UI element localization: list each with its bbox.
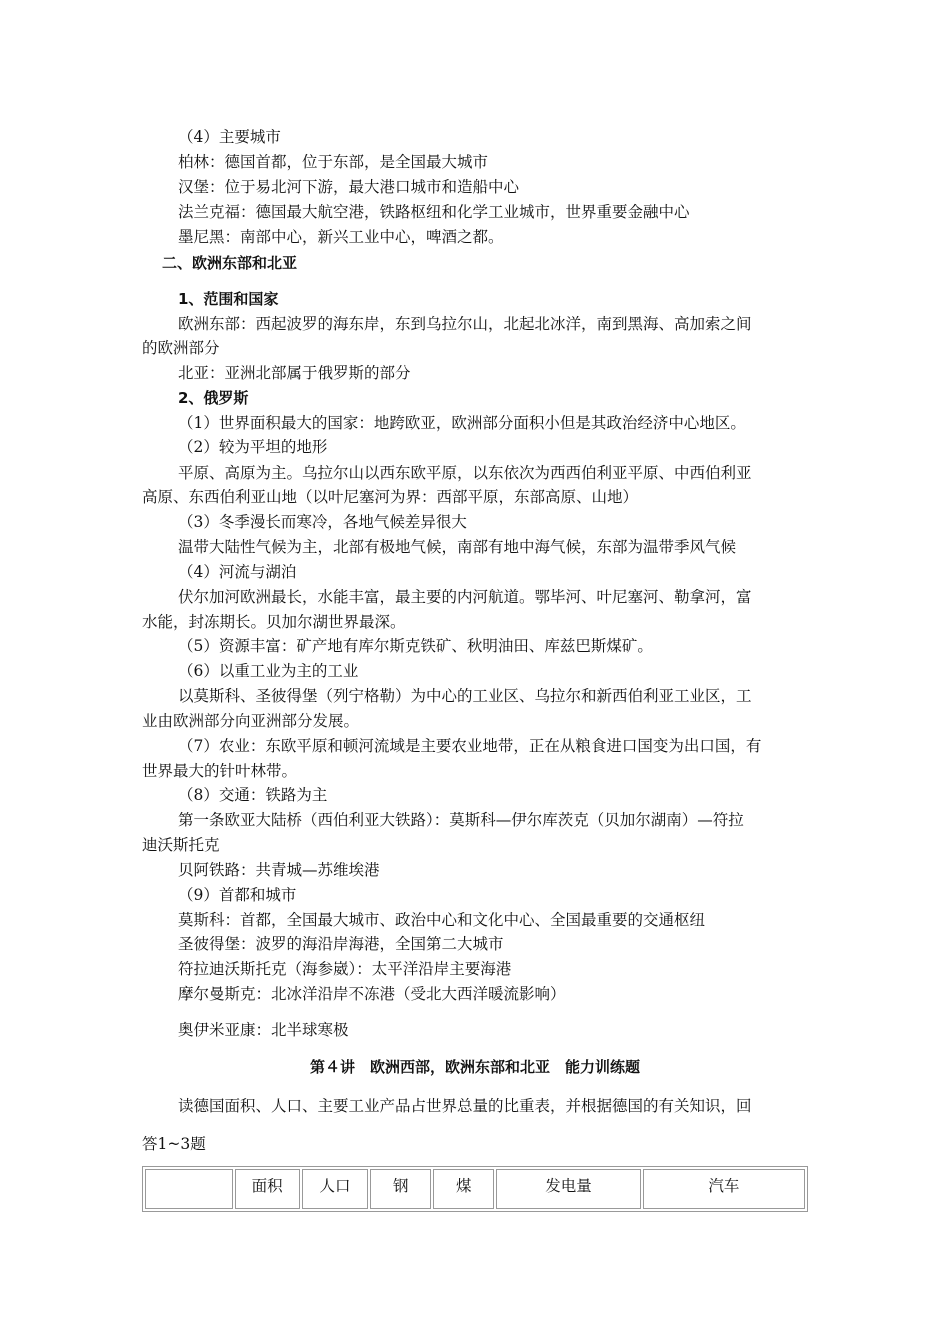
text-line: 平原、高原为主。乌拉尔山以西东欧平原，以东依次为西西伯利亚平原、中西伯利亚	[178, 464, 752, 482]
text-line: 摩尔曼斯克：北冰洋沿岸不冻港（受北大西洋暖流影响）	[178, 985, 566, 1003]
table-header-cell: 煤	[433, 1169, 494, 1209]
text-line: 墨尼黑：南部中心，新兴工业中心，啤酒之都。	[178, 228, 504, 246]
text-line: 伏尔加河欧洲最长，水能丰富，最主要的内河航道。鄂毕河、叶尼塞河、勒拿河，富	[178, 588, 752, 606]
table-header-cell: 发电量	[496, 1169, 641, 1209]
text-line: （3）冬季漫长而寒冷，各地气候差异很大	[178, 513, 467, 531]
text-line: （2）较为平坦的地形	[178, 438, 328, 456]
exercise-title: 第４讲 欧洲西部，欧洲东部和北亚 能力训练题	[309, 1058, 640, 1076]
table-header-cell: 人口	[302, 1169, 369, 1209]
text-line: 以莫斯科、圣彼得堡（列宁格勒）为中心的工业区、乌拉尔和新西伯利亚工业区，工	[178, 687, 752, 705]
text-line: 的欧洲部分	[142, 339, 220, 357]
text-line: （4）河流与湖泊	[178, 563, 297, 581]
text-line: 圣彼得堡：波罗的海沿岸海港，全国第二大城市	[178, 935, 504, 953]
text-line: 汉堡：位于易北河下游，最大港口城市和造船中心	[178, 178, 520, 196]
text-line: （9）首都和城市	[178, 886, 297, 904]
text-line: 北亚：亚洲北部属于俄罗斯的部分	[178, 364, 411, 382]
text-line: 柏林：德国首都，位于东部，是全国最大城市	[178, 153, 489, 171]
text-line: （4）主要城市	[178, 128, 281, 146]
table-header-cell: 汽车	[643, 1169, 805, 1209]
text-line: （1）世界面积最大的国家：地跨欧亚，欧洲部分面积小但是其政治经济中心地区。	[178, 414, 746, 432]
text-line: 温带大陆性气候为主，北部有极地气候，南部有地中海气候，东部为温带季风气候	[178, 538, 737, 556]
text-line: 法兰克福：德国最大航空港，铁路枢纽和化学工业城市，世界重要金融中心	[178, 203, 690, 221]
exercise-intro: 读德国面积、人口、主要工业产品占世界总量的比重表，并根据德国的有关知识，回	[178, 1097, 752, 1115]
table-header-row	[145, 1169, 805, 1209]
section-heading: 二、欧洲东部和北亚	[162, 254, 298, 272]
text-line: （5）资源丰富：矿产地有库尔斯克铁矿、秋明油田、库兹巴斯煤矿。	[178, 637, 653, 655]
text-line: 业由欧洲部分向亚洲部分发展。	[142, 712, 360, 730]
text-line: （8）交通：铁路为主	[178, 786, 328, 804]
text-line: （6）以重工业为主的工业	[178, 662, 359, 680]
text-line: 迪沃斯托克	[142, 836, 220, 854]
text-line: 第一条欧亚大陆桥（西伯利亚大铁路）：莫斯科—伊尔库茨克（贝加尔湖南）—符拉	[178, 811, 744, 829]
text-line: 贝阿铁路：共青城—苏维埃港	[178, 861, 380, 879]
text-line: 符拉迪沃斯托克（海参崴）：太平洋沿岸主要海港	[178, 960, 512, 978]
text-line: 奥伊米亚康：北半球寒极	[178, 1021, 349, 1039]
table-header-cell: 面积	[235, 1169, 300, 1209]
text-line: 欧洲东部：西起波罗的海东岸，东到乌拉尔山，北起北冰洋，南到黑海、高加索之间	[178, 315, 752, 333]
text-line: 莫斯科：首都，全国最大城市、政治中心和文化中心、全国最重要的交通枢纽	[178, 911, 706, 929]
subsection-heading: 2、俄罗斯	[178, 389, 249, 407]
text-line: 高原、东西伯利亚山地（以叶尼塞河为界：西部平原，东部高原、山地）	[142, 488, 639, 506]
table-header-cell	[145, 1169, 233, 1209]
table-header-cell: 钢	[370, 1169, 431, 1209]
text-line: 水能，封冻期长。贝加尔湖世界最深。	[142, 613, 406, 631]
exercise-intro: 答1~3题	[142, 1135, 206, 1153]
text-line: （7）农业：东欧平原和顿河流域是主要农业地带，正在从粮食进口国变为出口国，有	[178, 737, 762, 755]
subsection-heading: 1、范围和国家	[178, 290, 279, 308]
data-table	[142, 1166, 808, 1212]
text-line: 世界最大的针叶林带。	[142, 762, 298, 780]
